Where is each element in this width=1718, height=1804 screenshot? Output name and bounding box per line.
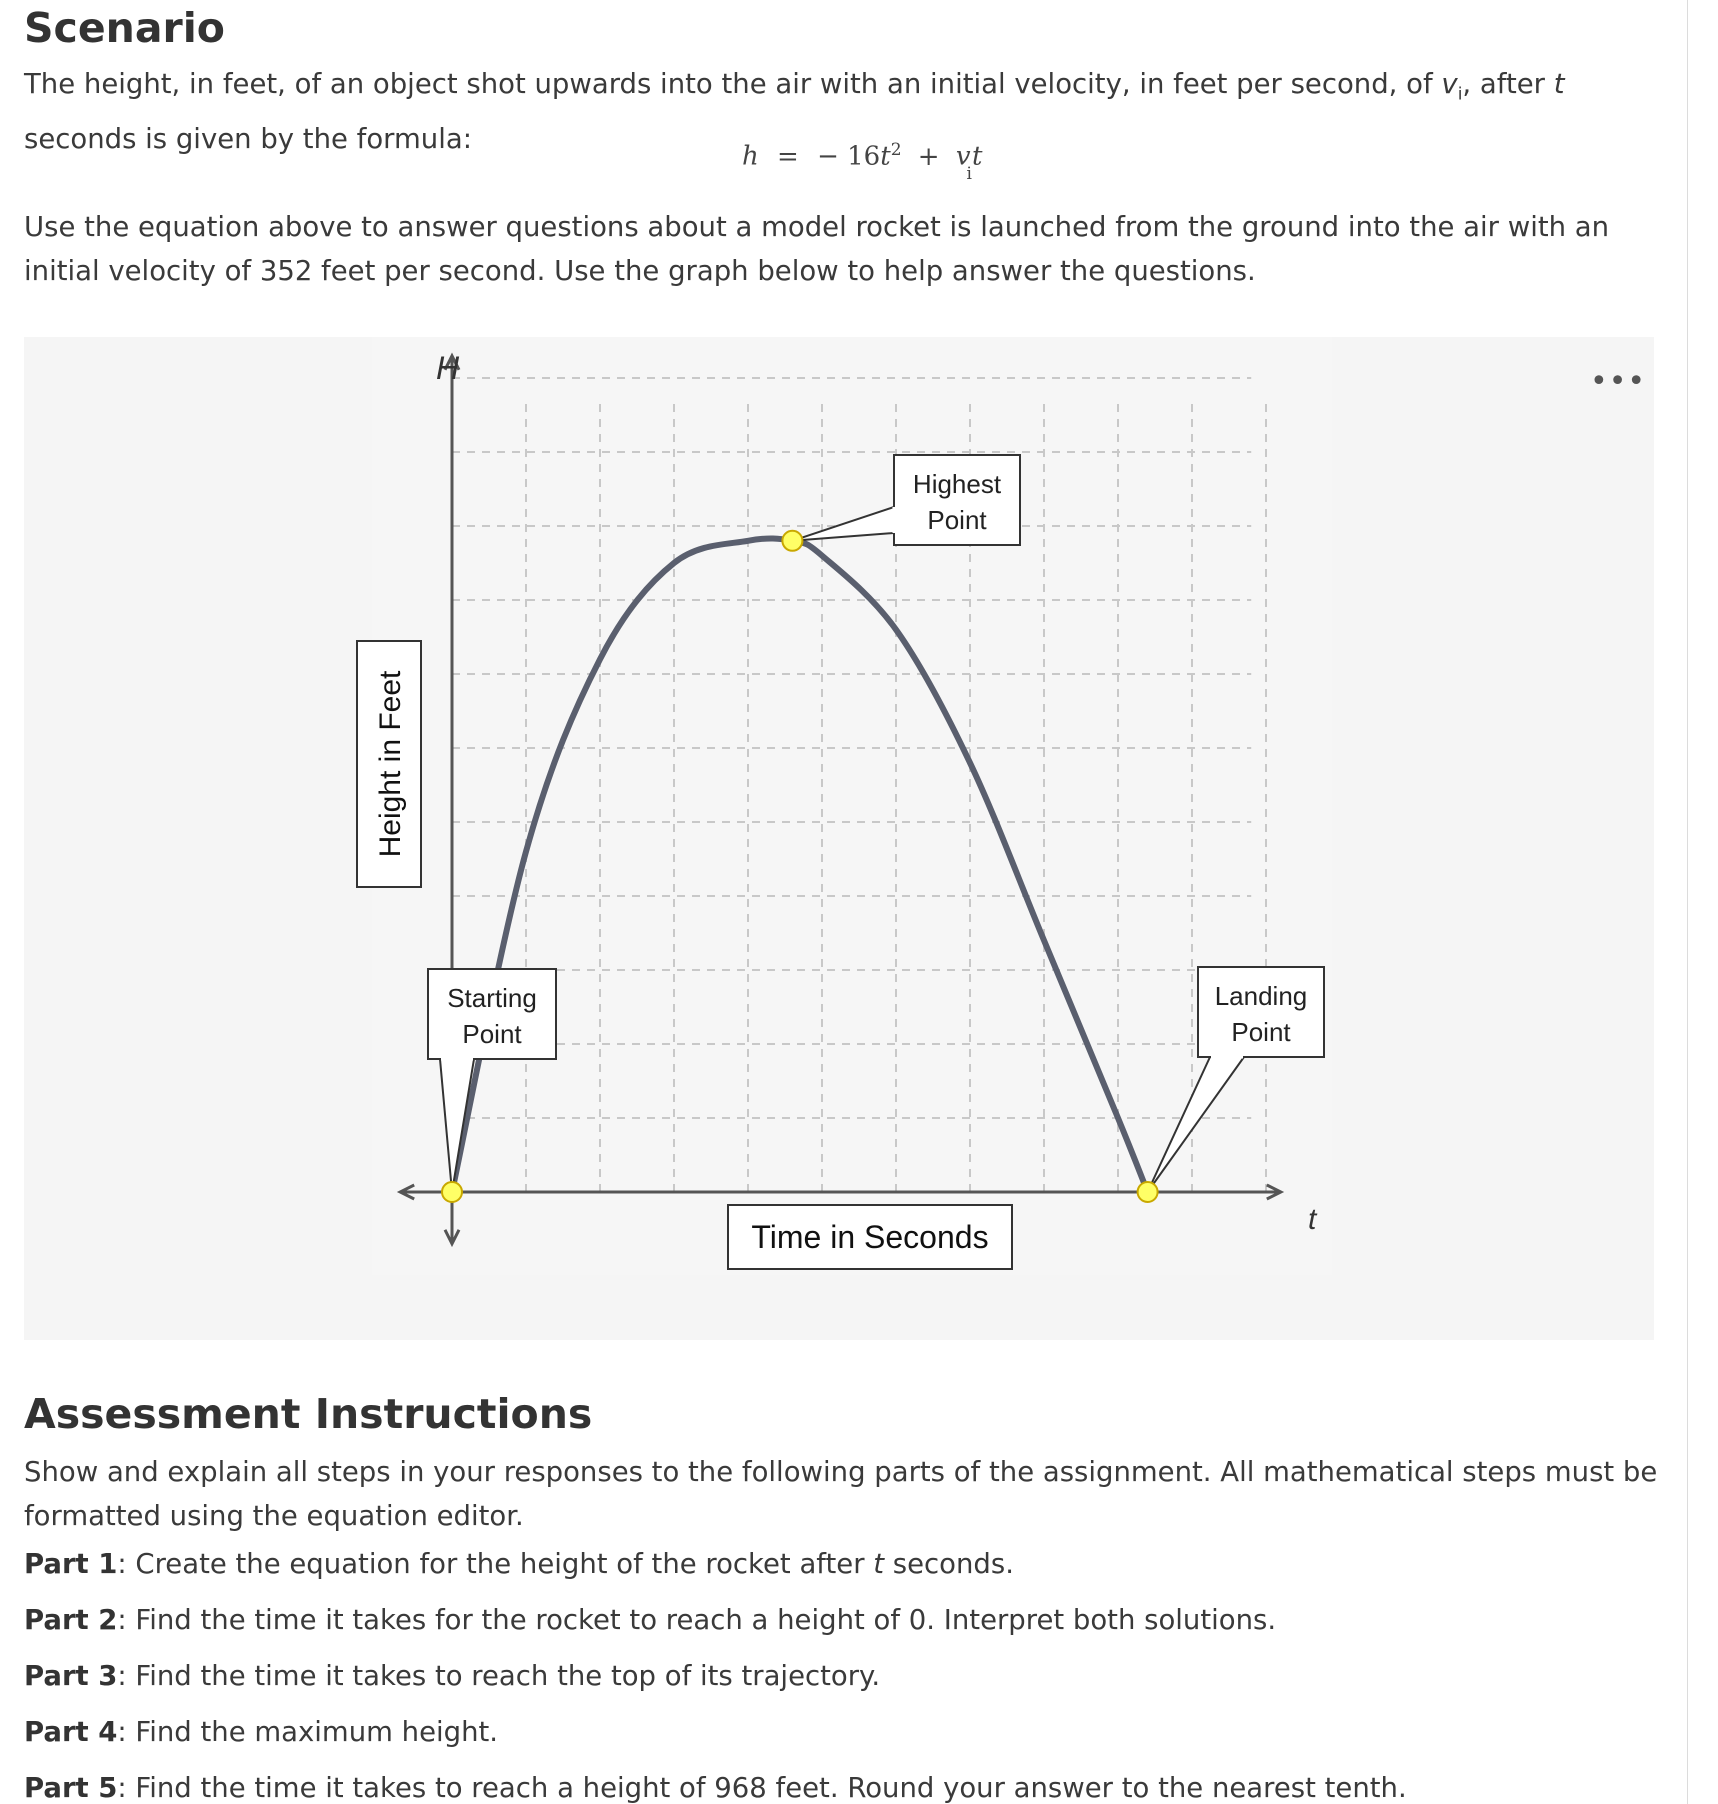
formula-t: t <box>880 141 891 172</box>
y-axis-symbol: H <box>436 350 460 386</box>
formula-plus: + <box>917 141 940 172</box>
trajectory-chart <box>24 337 1654 1340</box>
callout-label-line2: Point <box>462 1019 522 1049</box>
var-v-sub: i <box>1457 84 1463 105</box>
scenario-heading: Scenario <box>24 4 225 52</box>
figure-panel <box>24 337 1654 1340</box>
scenario-use-text: Use the equation above to answer questions about a model rocket is launched from the ground into the air with an initial velocity of 352 feet per second. Use the graph below to help answer the questions. <box>24 211 1610 287</box>
point-starting <box>442 1182 462 1202</box>
var-t: t <box>1553 68 1565 100</box>
formula-exp: 2 <box>890 140 902 160</box>
part-1 <box>24 1548 1014 1580</box>
assessment-intro: Show and explain all steps in your responses to the following parts of the assignment. All mathematical steps must be formatted using the equation editor. <box>24 1456 1658 1532</box>
point-highest <box>782 531 802 551</box>
height-formula <box>742 140 983 184</box>
formula-minus: − <box>817 141 839 172</box>
part-2-text: : Find the time it takes for the rocket to reach a height of 0. Interpret both solutions. <box>117 1604 1277 1636</box>
part-4-text: : Find the maximum height. <box>117 1716 499 1748</box>
formula-v: v <box>955 141 971 172</box>
part-5-text: : Find the time it takes to reach a height of 968 feet. Round your answer to the nearest tenth. <box>117 1772 1407 1804</box>
formula-h: h <box>742 141 759 172</box>
part-3 <box>24 1660 880 1692</box>
intro-text-b: , after <box>1462 68 1554 100</box>
intro-text-a: The height, in feet, of an object shot upwards into the air with an initial velocity, in feet per second, of <box>24 68 1442 100</box>
point-landing <box>1138 1182 1158 1202</box>
assessment-heading: Assessment Instructions <box>24 1390 593 1438</box>
part-4 <box>24 1716 498 1748</box>
formula-coef: 16 <box>847 141 881 172</box>
var-v: v <box>1441 68 1458 100</box>
part-2 <box>24 1604 1276 1636</box>
formula-equals: = <box>777 141 799 172</box>
x-axis-symbol: t <box>1308 1203 1317 1236</box>
part-1-italic: t <box>873 1548 885 1580</box>
formula-t2: t <box>971 141 983 172</box>
part-1-label: Part 1 <box>24 1548 118 1580</box>
part-5-label: Part 5 <box>24 1772 118 1804</box>
part-3-text: : Find the time it takes to reach the top of its trajectory. <box>117 1660 881 1692</box>
part-3-label: Part 3 <box>24 1660 118 1692</box>
part-2-label: Part 2 <box>24 1604 118 1636</box>
part-1-text: : Create the equation for the height of the rocket after <box>117 1548 874 1580</box>
callout-label-line2: Point <box>927 505 987 535</box>
x-axis-label <box>728 1205 1012 1269</box>
part-1-text-end: seconds. <box>884 1548 1014 1580</box>
part-5 <box>24 1772 1407 1804</box>
callout-label-line1: Starting <box>447 983 537 1013</box>
y-axis-label-text: Height in Feet <box>374 670 407 858</box>
formula-v-sub: i <box>966 163 972 184</box>
intro-text-c: seconds is given by the formula: <box>24 122 472 155</box>
page-scrollbar[interactable] <box>1687 0 1718 1804</box>
y-axis-label <box>357 641 421 887</box>
callout-label-line1: Landing <box>1214 981 1308 1011</box>
more-options-icon[interactable]: ••• <box>1590 364 1647 399</box>
callout-label-line2: Point <box>1231 1017 1291 1047</box>
x-axis-label-text: Time in Seconds <box>751 1219 989 1255</box>
callout-label-line1: Highest <box>912 469 1002 499</box>
part-4-label: Part 4 <box>24 1716 118 1748</box>
